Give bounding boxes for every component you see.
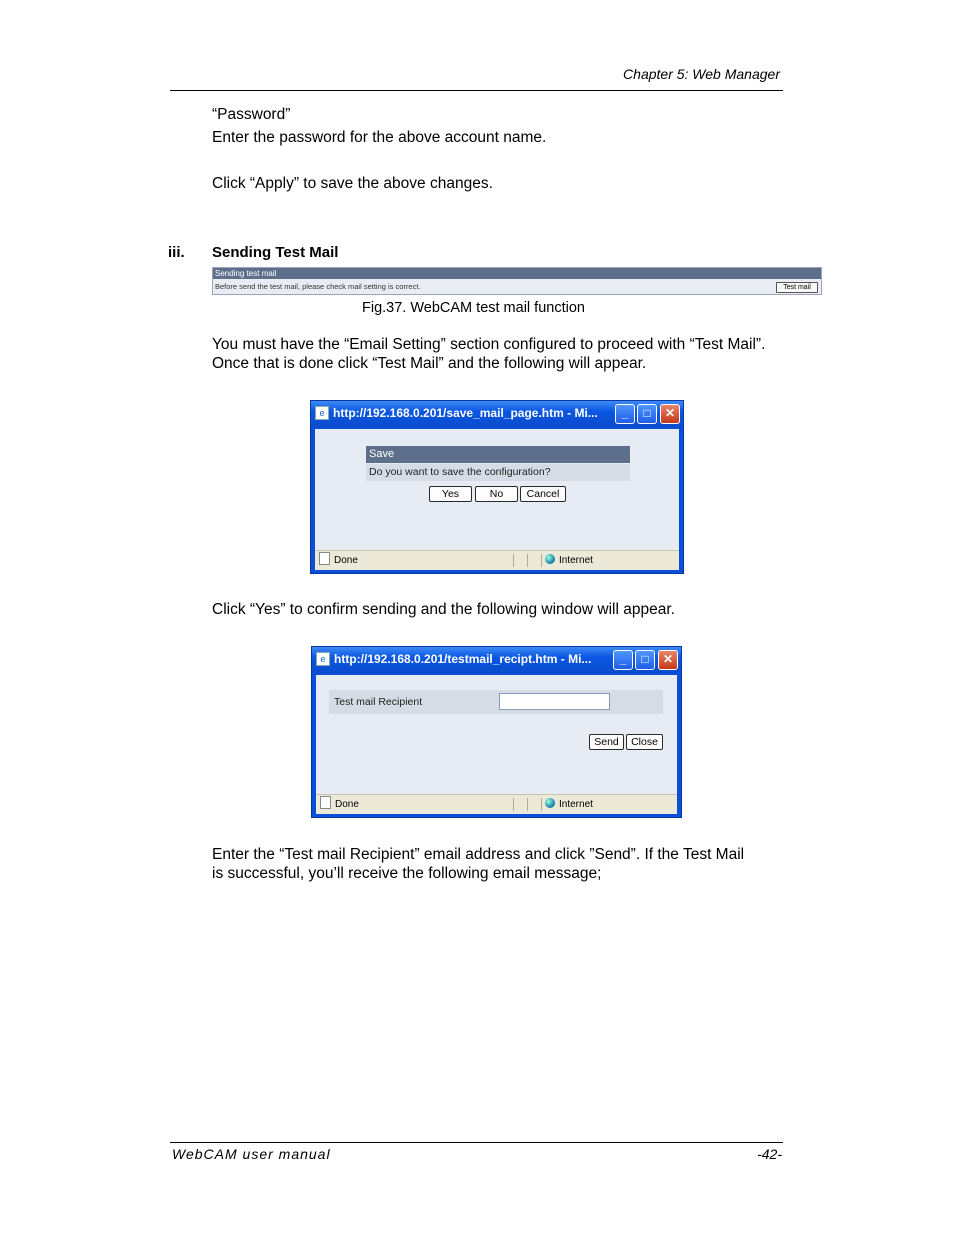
paragraph-1-line-2: Once that is done click “Test Mail” and the following will appear. bbox=[212, 355, 647, 372]
section-number: iii. bbox=[168, 244, 185, 261]
recipient-field-row bbox=[329, 690, 663, 714]
recipient-window-client bbox=[316, 675, 677, 794]
close-icon[interactable]: ✕ bbox=[658, 650, 678, 670]
yes-button[interactable]: Yes bbox=[429, 486, 472, 502]
footer-rule bbox=[170, 1142, 783, 1143]
minimize-icon[interactable]: _ bbox=[613, 650, 633, 670]
section-title: Sending Test Mail bbox=[212, 244, 339, 261]
no-button[interactable]: No bbox=[475, 486, 518, 502]
password-description: Enter the password for the above account name. bbox=[212, 129, 547, 146]
status-zone-text: Internet bbox=[559, 555, 593, 566]
chapter-header: Chapter 5: Web Manager bbox=[623, 66, 780, 82]
close-icon[interactable]: ✕ bbox=[660, 404, 680, 424]
test-mail-panel bbox=[212, 267, 822, 295]
recipient-field-label: Test mail Recipient bbox=[334, 696, 423, 708]
status-zone-text: Internet bbox=[559, 799, 593, 810]
password-title: “Password” bbox=[212, 106, 291, 123]
paragraph-3-line-2: is successful, you’ll receive the following email message; bbox=[212, 865, 602, 882]
status-zone bbox=[545, 795, 593, 814]
close-button[interactable]: Close bbox=[626, 734, 663, 750]
save-window-client bbox=[315, 429, 679, 550]
recipient-window-titlebar[interactable] bbox=[312, 647, 681, 673]
maximize-icon[interactable]: □ bbox=[637, 404, 657, 424]
header-rule bbox=[170, 90, 783, 91]
browser-page-icon: e bbox=[315, 406, 329, 420]
internet-globe-icon bbox=[545, 798, 555, 808]
save-dialog-header: Save bbox=[366, 446, 630, 463]
paragraph-3-line-1: Enter the “Test mail Recipient” email address and click ”Send”. If the Test Mail bbox=[212, 846, 745, 863]
save-window bbox=[310, 400, 684, 574]
recipient-window bbox=[311, 646, 682, 818]
page-icon bbox=[319, 552, 330, 565]
maximize-icon[interactable]: □ bbox=[635, 650, 655, 670]
paragraph-2: Click “Yes” to confirm sending and the following window will appear. bbox=[212, 601, 675, 618]
internet-globe-icon bbox=[545, 554, 555, 564]
browser-page-icon: e bbox=[316, 652, 330, 666]
status-done bbox=[319, 551, 358, 570]
recipient-window-statusbar bbox=[316, 794, 677, 814]
figure-caption: Fig.37. WebCAM test mail function bbox=[362, 300, 585, 316]
recipient-email-input[interactable] bbox=[499, 693, 610, 710]
page-icon bbox=[320, 796, 331, 809]
cancel-button[interactable]: Cancel bbox=[520, 486, 566, 502]
status-done-text: Done bbox=[335, 799, 359, 810]
test-mail-panel-message: Before send the test mail, please check mail setting is correct. bbox=[215, 282, 421, 291]
footer-manual-title: WebCAM user manual bbox=[172, 1146, 331, 1162]
test-mail-button[interactable]: Test mail bbox=[776, 282, 818, 293]
status-done-text: Done bbox=[334, 555, 358, 566]
status-zone bbox=[545, 551, 593, 570]
send-button[interactable]: Send bbox=[589, 734, 624, 750]
minimize-icon[interactable]: _ bbox=[615, 404, 635, 424]
recipient-window-title: http://192.168.0.201/testmail_recipt.htm - Mi... bbox=[334, 652, 592, 666]
save-window-statusbar bbox=[315, 550, 679, 570]
save-window-title: http://192.168.0.201/save_mail_page.htm - Mi... bbox=[333, 406, 598, 420]
apply-note: Click “Apply” to save the above changes. bbox=[212, 175, 493, 192]
paragraph-1-line-1: You must have the “Email Setting” section configured to proceed with “Test Mail”. bbox=[212, 336, 766, 353]
test-mail-panel-header: Sending test mail bbox=[213, 268, 821, 279]
status-done bbox=[320, 795, 359, 814]
footer-page-number: -42- bbox=[757, 1146, 782, 1162]
save-window-titlebar[interactable] bbox=[311, 401, 683, 427]
save-question: Do you want to save the configuration? bbox=[366, 464, 630, 481]
